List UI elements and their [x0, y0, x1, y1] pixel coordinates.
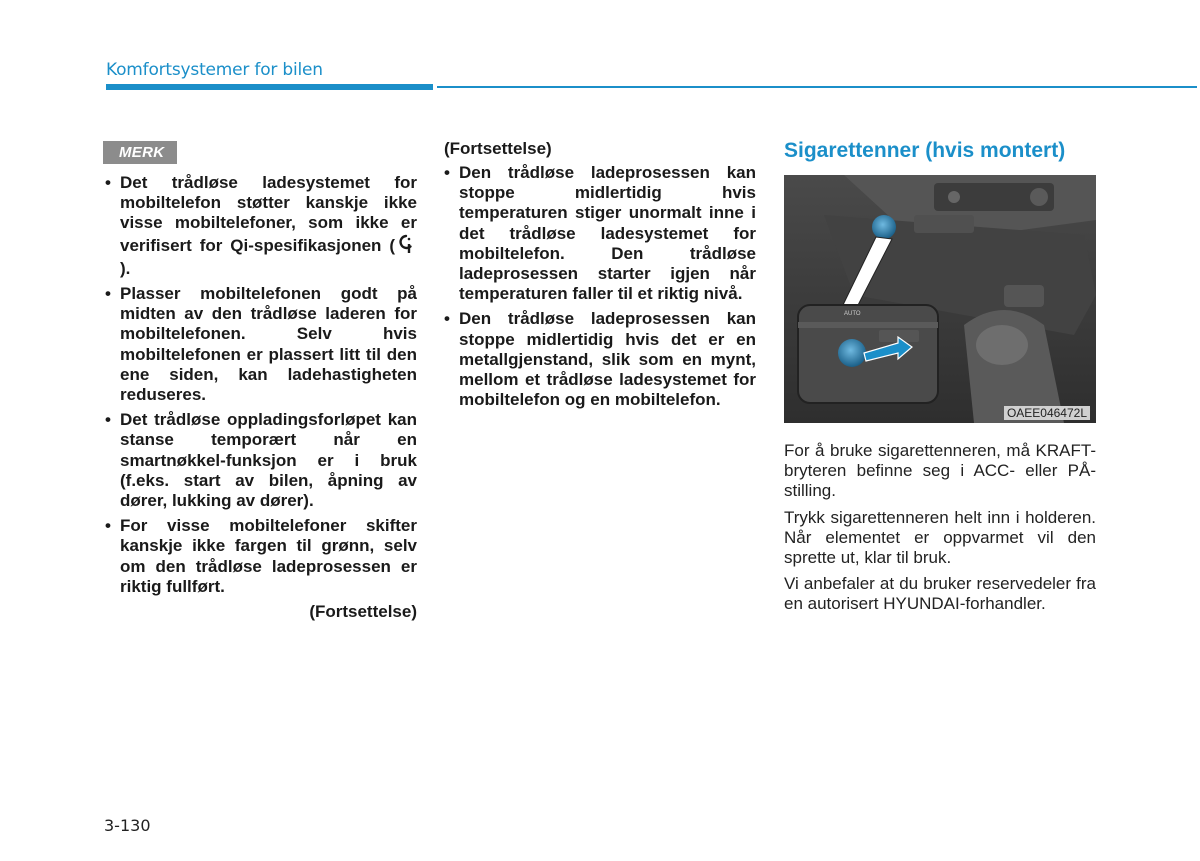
car-console-illustration	[784, 175, 1096, 423]
section-title: Sigarettenner (hvis montert)	[784, 139, 1066, 162]
note-list-continued	[444, 163, 756, 410]
page-number: 3-130	[104, 816, 151, 835]
paragraph: Trykk sigarettenneren helt inn i holderen. Når elementet er oppvarmet vil den sprette ut, klar til bruk.	[784, 507, 1096, 568]
left-column	[105, 141, 417, 622]
list-item: • Det trådløse oppladingsforløpet kan stanse temporært når en smartnøkkel-funksjon er i bruk (f.eks. start av bilen, åpning av dører, lukking av dører).	[105, 410, 417, 511]
paragraph: For å bruke sigarettenneren, må KRAFT-bryteren befinne seg i ACC- eller PÅ-stilling.	[784, 441, 1096, 501]
list-item: • For visse mobiltelefoner skifter kanskje ikke fargen til grønn, selv om den trådløse ladeprosessen er riktig fullført.	[105, 516, 417, 597]
list-item	[105, 173, 417, 279]
continued-label: (Fortsettelse)	[309, 602, 417, 622]
list-item-text-end: ).	[120, 258, 131, 278]
paragraph: Vi anbefaler at du bruker reservedeler fra en autorisert HYUNDAI-forhandler.	[784, 574, 1096, 614]
middle-column	[444, 139, 756, 415]
list-item: • Plasser mobiltelefonen godt på midten av den trådløse laderen for mobiltelefonen. Selv hvis mobiltelefonen er plassert litt til den ene siden, kan ladehastigheten reduseres.	[105, 284, 417, 405]
header-title: Komfortsystemer for bilen	[106, 60, 323, 80]
qi-icon	[398, 234, 414, 259]
list-item: • Den trådløse ladeprosessen kan stoppe midlertidig hvis det er en metallgjenstand, slik som en mynt, mellom et trådløse ladesystemet for mobiltelefon og en mobiltelefon.	[444, 309, 756, 410]
right-column	[784, 139, 1096, 621]
merk-badge: MERK	[103, 141, 177, 164]
note-list	[105, 173, 417, 597]
list-item: • Den trådløse ladeprosessen kan stoppe midlertidig hvis temperaturen stiger unormalt inne i det trådløse ladesystemet for mobiltelefon. Den trådløse ladeprosessen starter igjen når temperaturen faller til et riktig nivå.	[444, 163, 756, 304]
auto-label: AUTO	[844, 311, 861, 317]
list-item-text: Det trådløse ladesystemet for mobiltelefon støtter kanskje ikke visse mobiltelefoner, som ikke er verifisert for Qi-spesifikasjonen (	[120, 173, 417, 255]
header-bar-thin	[437, 86, 1197, 88]
cigarette-lighter-figure	[784, 175, 1096, 423]
header-bar-thick	[106, 84, 433, 90]
continued-heading: (Fortsettelse)	[444, 139, 552, 158]
figure-code: OAEE046472L	[1004, 406, 1090, 420]
